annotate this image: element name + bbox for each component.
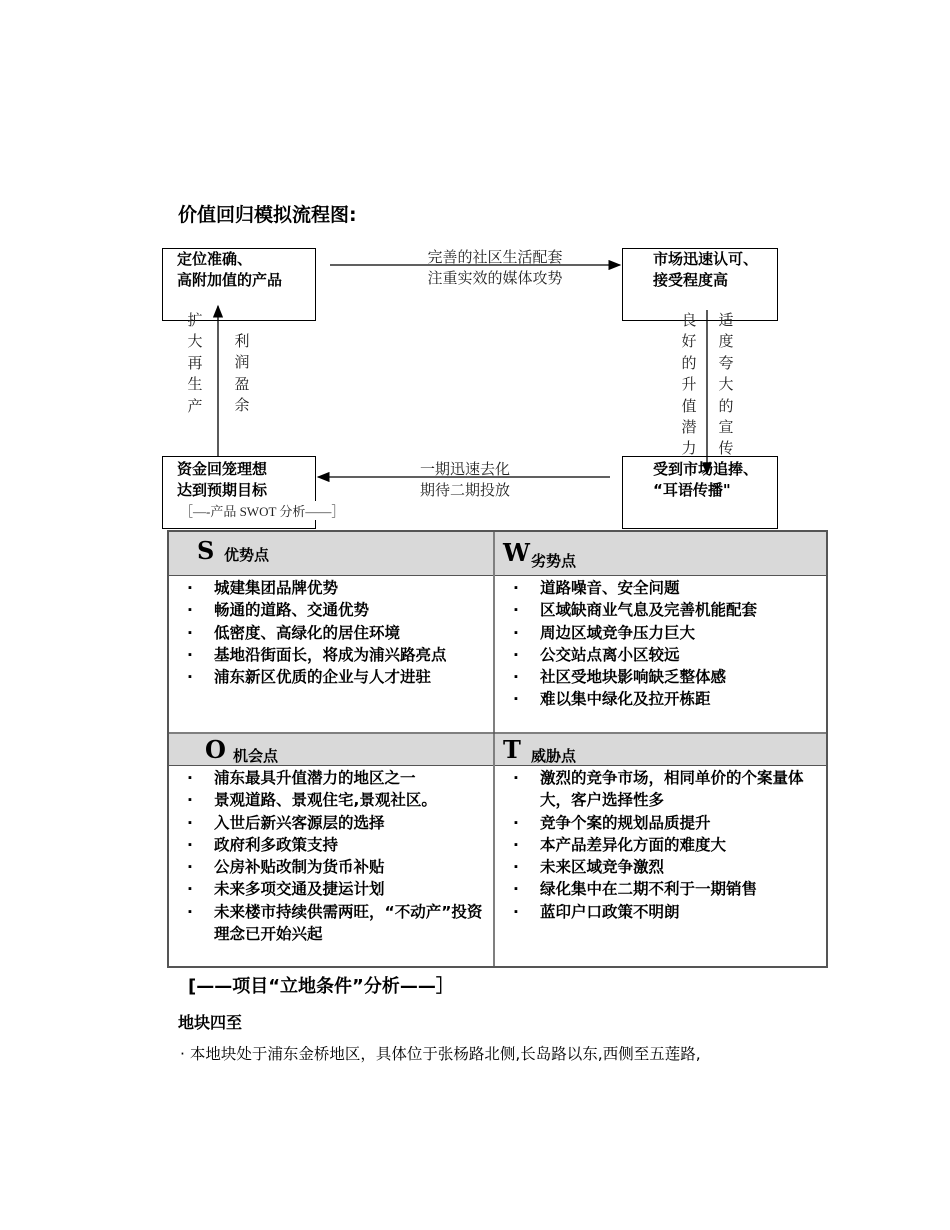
char: 好 xyxy=(681,332,697,351)
char: 盈 xyxy=(234,374,250,393)
char: 产 xyxy=(187,396,203,415)
swot-t-header xyxy=(495,734,826,766)
list-item: · 竞争个案的规划品质提升 xyxy=(495,812,821,834)
swot-s-list xyxy=(169,577,487,688)
swot-w-header xyxy=(495,532,826,576)
list-item: · 入世后新兴客源层的选择 xyxy=(169,812,487,834)
box-line: “耳语传播" xyxy=(653,481,731,499)
char: 良 xyxy=(681,311,697,329)
box-line: 高附加值的产品 xyxy=(177,271,283,289)
list-item: · 激烈的竞争市场，相同单价的个案量体大，客户选择性多 xyxy=(495,767,821,812)
box-line: 市场迅速认可、 xyxy=(653,250,759,268)
list-item: · 本产品差异化方面的难度大 xyxy=(495,834,821,856)
flowchart-title: 价值回归模拟流程图: xyxy=(178,204,357,226)
label-line: 期待二期投放 xyxy=(419,481,510,499)
list-item: · 低密度、高绿化的居住环境 xyxy=(169,622,487,644)
list-item: · 畅通的道路、交通优势 xyxy=(169,599,487,621)
list-item: · 公房补贴改制为货币补贴 xyxy=(169,856,487,878)
swot-t-list xyxy=(495,767,821,923)
char: 夸 xyxy=(718,353,734,372)
char: 度 xyxy=(718,332,734,351)
list-item: · 未来区域竞争激烈 xyxy=(495,856,821,878)
list-item: · 区域缺商业气息及完善机能配套 xyxy=(495,599,821,621)
list-item: · 公交站点离小区较远 xyxy=(495,644,821,666)
list-item: · 蓝印户口政策不明朗 xyxy=(495,901,821,923)
char: 大 xyxy=(718,375,734,394)
list-item: · 基地沿街面长，将成为浦兴路亮点 xyxy=(169,644,487,666)
swot-o-letter: O xyxy=(205,735,226,764)
swot-s-letter: S xyxy=(197,536,215,565)
list-item: · 绿化集中在二期不利于一期销售 xyxy=(495,878,821,900)
char: 利 xyxy=(234,332,250,350)
char: 的 xyxy=(718,396,734,415)
swot-w-list xyxy=(495,577,821,711)
char: 润 xyxy=(234,353,250,372)
list-item: · 未来楼市持续供需两旺，“不动产”投资理念已开始兴起 xyxy=(169,901,487,946)
swot-o-list xyxy=(169,767,487,945)
project-analysis-title: [——项目“立地条件”分析——］ xyxy=(188,976,454,997)
swot-w-letter: W xyxy=(503,538,530,567)
label-line: 一期迅速去化 xyxy=(419,460,510,478)
label-line: 完善的社区生活配套 xyxy=(427,248,563,266)
list-item: · 景观道路、景观住宅,景观社区。 xyxy=(169,789,487,811)
box-line: 达到预期目标 xyxy=(177,481,268,499)
char: 再 xyxy=(187,353,203,372)
swot-table xyxy=(167,530,828,968)
char: 扩 xyxy=(187,311,203,329)
char: 宣 xyxy=(718,418,734,437)
list-item: · 难以集中绿化及拉开栋距 xyxy=(495,688,821,710)
left-label-expand xyxy=(186,310,204,417)
char: 的 xyxy=(681,353,697,372)
swot-w-label: 劣势点 xyxy=(531,552,577,570)
char: 值 xyxy=(681,396,697,415)
label-line: 注重实效的媒体攻势 xyxy=(427,269,563,287)
right-label-promotion xyxy=(717,310,735,460)
swot-caption: ［—-产品 SWOT 分析——］ xyxy=(180,501,344,520)
box-line: 接受程度高 xyxy=(653,271,729,289)
list-item: · 城建集团品牌优势 xyxy=(169,577,487,599)
char: 力 xyxy=(681,439,697,458)
swot-s-label: 优势点 xyxy=(224,546,270,564)
box-line: 受到市场追捧、 xyxy=(653,460,759,478)
swot-o-header xyxy=(169,734,493,766)
left-label-profit xyxy=(233,331,251,417)
char: 大 xyxy=(187,332,203,351)
swot-t-label: 威胁点 xyxy=(531,747,577,765)
box-line: 定位准确、 xyxy=(177,250,253,268)
list-item: · 政府利多政策支持 xyxy=(169,834,487,856)
right-label-potential xyxy=(680,310,698,460)
list-item: · 浦东最具升值潜力的地区之一 xyxy=(169,767,487,789)
char: 升 xyxy=(681,375,697,394)
site-description: · 本地块处于浦东金桥地区，具体位于张杨路北侧,长岛路以东,西侧至五莲路, xyxy=(180,1045,701,1063)
list-item: · 周边区域竞争压力巨大 xyxy=(495,622,821,644)
section-heading: 地块四至 xyxy=(178,1013,243,1032)
list-item: · 浦东新区优质的企业与人才进驻 xyxy=(169,666,487,688)
char: 潜 xyxy=(681,418,697,437)
list-item: · 未来多项交通及捷运计划 xyxy=(169,878,487,900)
list-item: · 社区受地块影响缺乏整体感 xyxy=(495,666,821,688)
char: 传 xyxy=(718,439,734,458)
char: 余 xyxy=(234,396,250,415)
swot-s-header xyxy=(169,532,493,576)
bottom-arrow-label xyxy=(395,459,535,501)
swot-t-letter: T xyxy=(503,735,521,764)
top-arrow-label xyxy=(395,247,595,289)
swot-o-label: 机会点 xyxy=(233,747,279,765)
box-line: 资金回笼理想 xyxy=(177,460,268,478)
list-item: · 道路噪音、安全问题 xyxy=(495,577,821,599)
char: 生 xyxy=(187,375,203,394)
char: 适 xyxy=(718,311,734,329)
